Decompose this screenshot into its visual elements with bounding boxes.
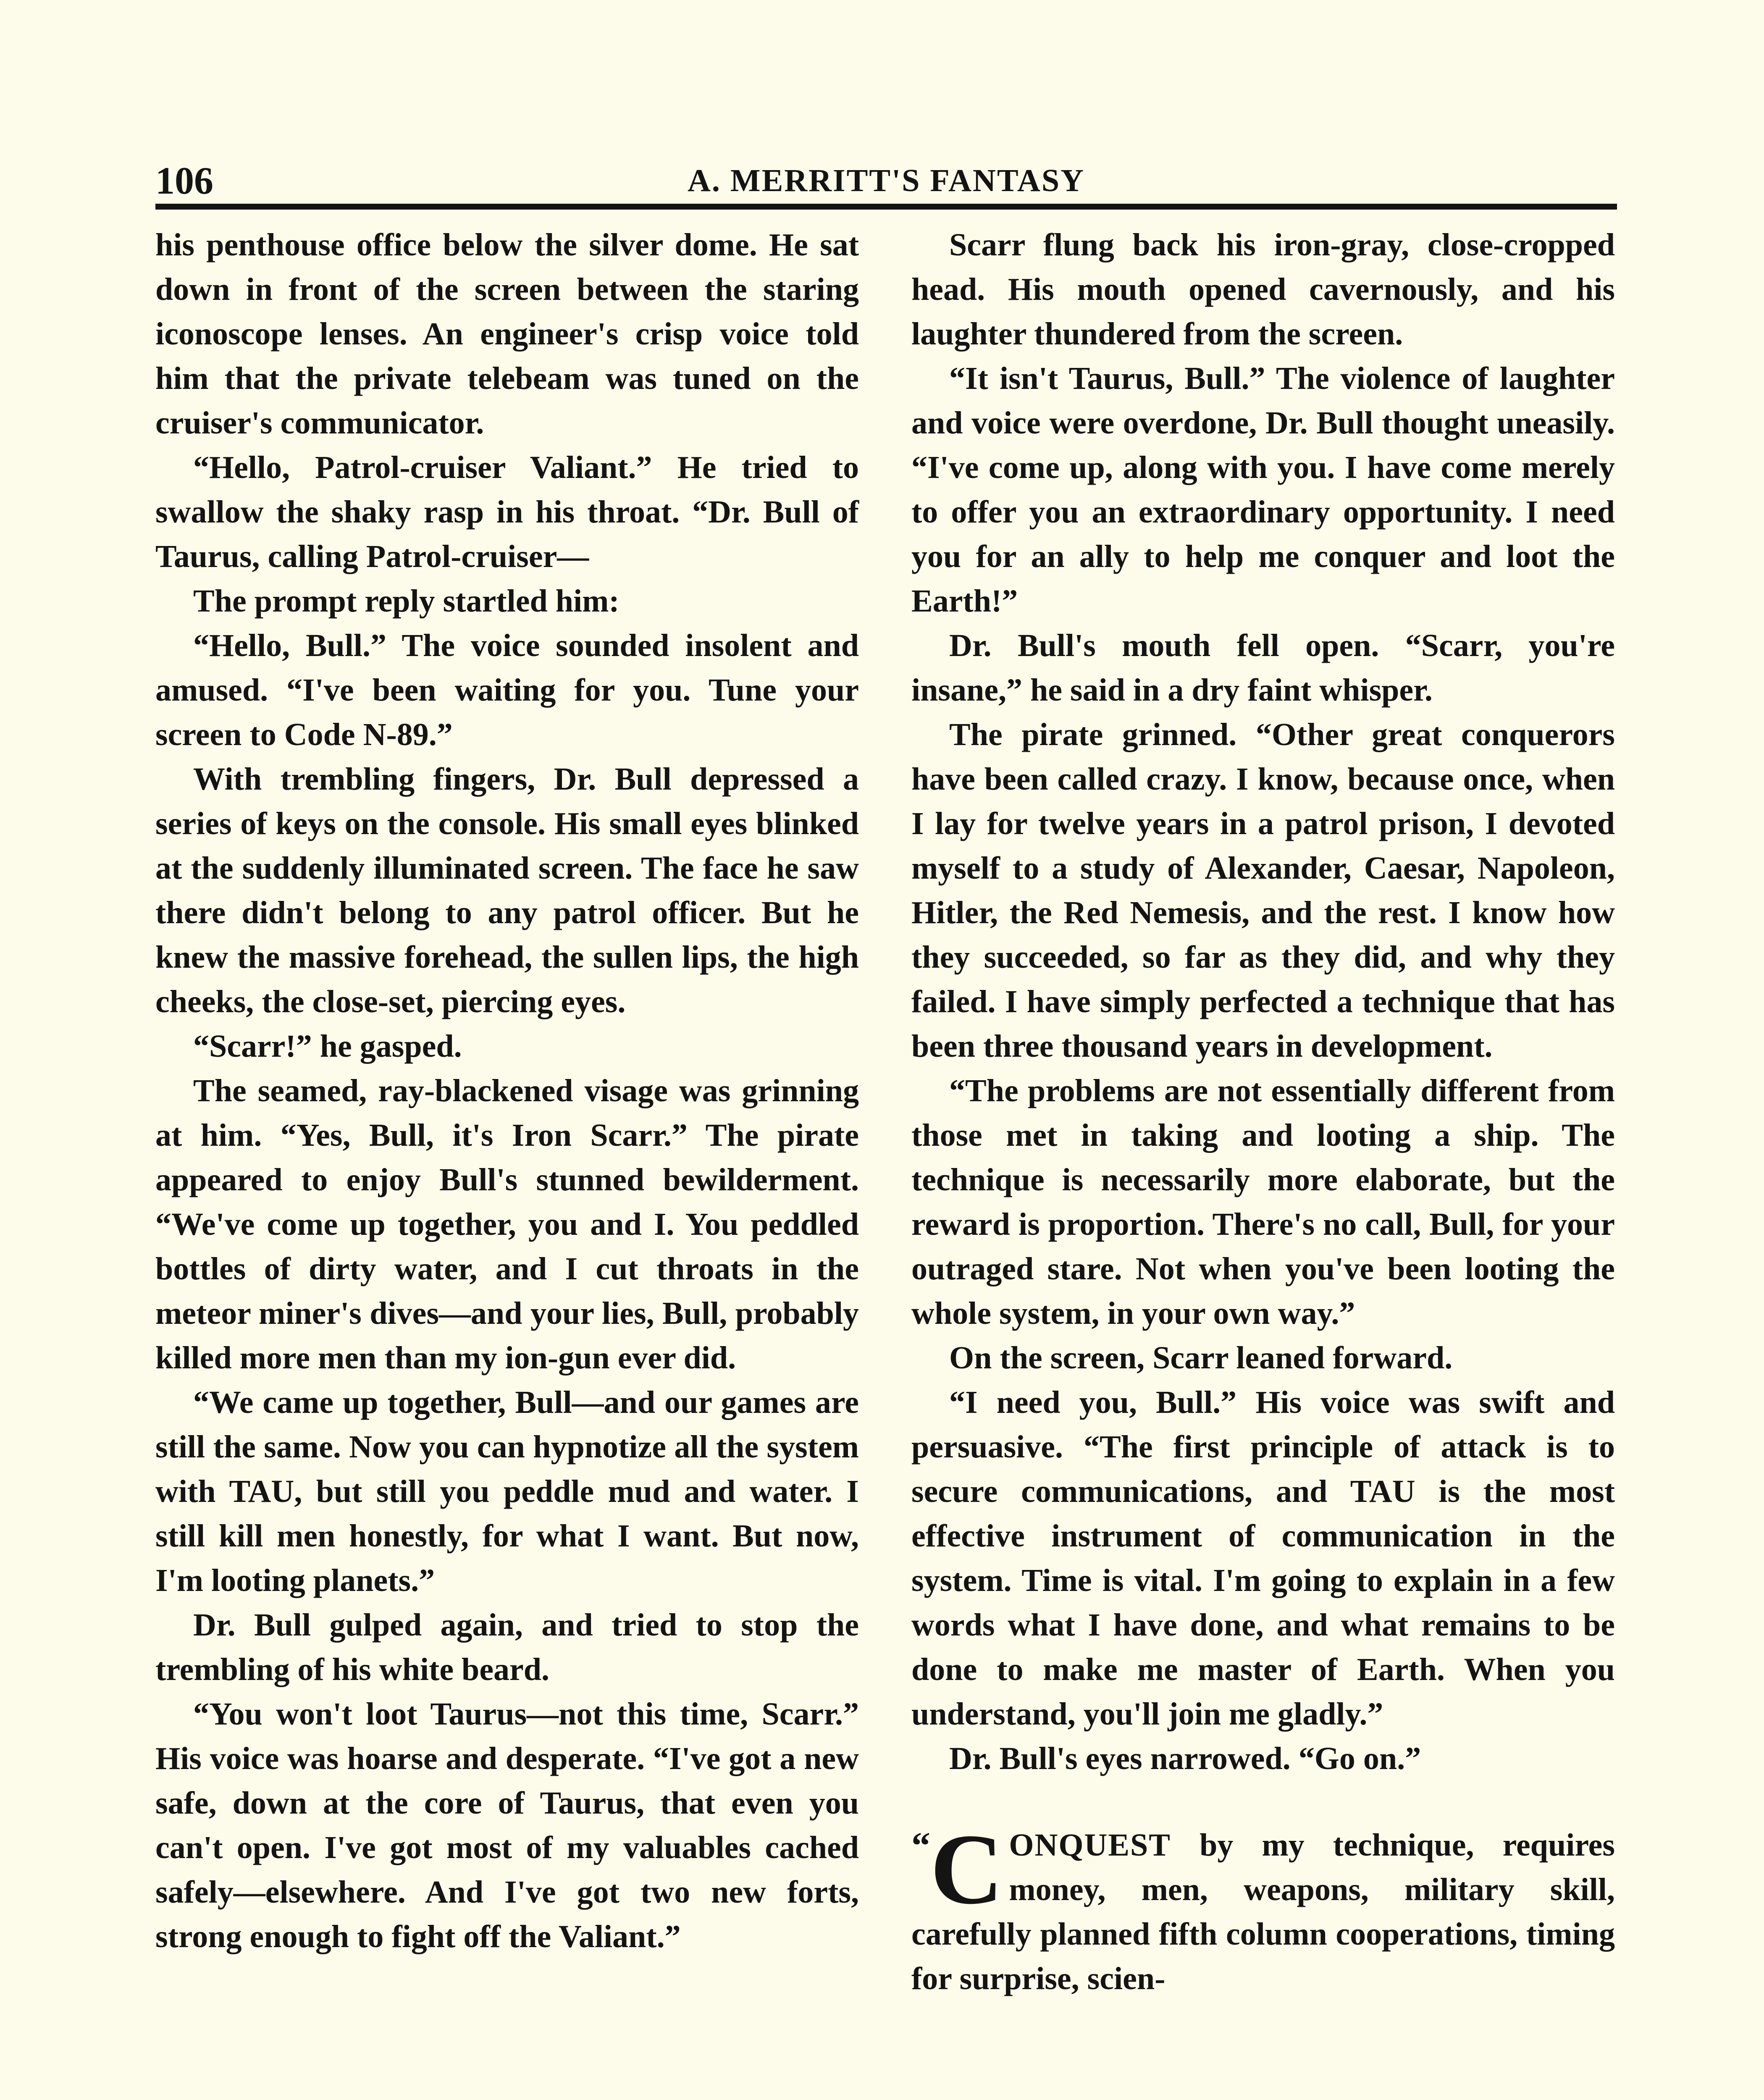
paragraph: The prompt reply startled him: xyxy=(193,583,620,619)
paragraph: With trembling fingers, Dr. Bull depressed a series of keys on the console. His small eyes blinked at the suddenly illuminated screen. The face he saw there didn't belong to any patrol officer. But he knew the massive forehead, the sullen lips, the high cheeks, the close-set, piercing eyes. xyxy=(155,761,859,1019)
paragraph: “Hello, Bull.” The voice sounded insolent and amused. “I've been waiting for you. Tune your screen to Code N-89.” xyxy=(155,628,859,752)
drop-cap-quote: “ xyxy=(911,1825,930,1866)
paragraph: “It isn't Taurus, Bull.” The violence of laughter and voice were overdone, Dr. Bull thought uneasily. “I've come up, along with you. I have come merely to offer you an extraordinary opportunity. I need you for an ally to help me conquer and loot the Earth!” xyxy=(911,361,1615,619)
paragraph: The seamed, ray-blackened visage was grinning at him. “Yes, Bull, it's Iron Scarr.” The pirate appeared to enjoy Bull's stunned bewilderment. “We've come up together, you and I. You peddled bottles of dirty water, and I cut throats in the meteor miner's dives—and your lies, Bull, probably killed more men than my ion-gun ever did. xyxy=(155,1073,859,1376)
paragraph: “You won't loot Taurus—not this time, Scarr.” His voice was hoarse and desperate. “I've got a new safe, down at the core of Taurus, that even you can't open. I've got most of my valuables cached safely—elsewhere. And I've got two new forts, strong enough to fight off the Valiant.” xyxy=(155,1696,859,1954)
lead-caps: ONQUEST xyxy=(1009,1827,1171,1863)
section-opening-text: by my technique, requires money, men, weapons, military skill, carefully planned fifth column cooperations, timing for surprise, scien- xyxy=(911,1827,1615,1996)
page-number: 106 xyxy=(155,159,213,202)
drop-cap-letter: C xyxy=(930,1813,1003,1925)
paragraph: The pirate grinned. “Other great conquerors have been called crazy. I know, because once, when I lay for twelve years in a patrol prison, I devoted myself to a study of Alexander, Caesar, Napoleon, Hitler, the Red Nemesis, and the rest. I know how they succeeded, so far as they did, and why they failed. I have simply perfected a technique that has been three thousand years in development. xyxy=(911,717,1615,1064)
paragraph: Dr. Bull's eyes narrowed. “Go on.” xyxy=(949,1741,1421,1776)
paragraph: Dr. Bull gulped again, and tried to stop the trembling of his white beard. xyxy=(155,1607,859,1687)
paragraph: Dr. Bull's mouth fell open. “Scarr, you're insane,” he said in a dry faint whisper. xyxy=(911,628,1615,708)
left-column xyxy=(155,223,859,1959)
header-rule xyxy=(155,204,1617,210)
drop-cap xyxy=(911,1813,1003,1925)
paragraph: “I need you, Bull.” His voice was swift and persuasive. “The first principle of attack is to secure communications, and TAU is the most effective instrument of communication in the system. Time is vital. I'm going to explain in a few words what I have done, and what remains to be done to make me master of Earth. When you understand, you'll join me gladly.” xyxy=(911,1385,1615,1732)
section-gap xyxy=(911,1781,1615,1823)
paragraph: “We came up together, Bull—and our games are still the same. Now you can hypnotize all the system with TAU, but still you peddle mud and water. I still kill men honestly, for what I want. But now, I'm looting planets.” xyxy=(155,1385,859,1598)
paragraph: “Hello, Patrol-cruiser Valiant.” He tried to swallow the shaky rasp in his throat. “Dr. Bull of Taurus, calling Patrol-cruiser— xyxy=(155,450,859,574)
section-opening-paragraph xyxy=(911,1813,1615,2001)
running-title: A. MERRITT'S FANTASY xyxy=(687,163,1085,198)
paragraph: Scarr flung back his iron-gray, close-cropped head. His mouth opened cavernously, and his laughter thundered from the screen. xyxy=(911,227,1615,352)
right-column xyxy=(911,223,1615,2001)
paragraph: On the screen, Scarr leaned forward. xyxy=(949,1340,1453,1376)
page-header xyxy=(155,158,1617,204)
paragraph: “The problems are not essentially different from those met in taking and looting a ship. The technique is necessarily more elaborate, but the reward is proportion. There's no call, Bull, for your outraged stare. Not when you've been looting the whole system, in your own way.” xyxy=(911,1073,1615,1331)
paragraph: “Scarr!” he gasped. xyxy=(193,1029,462,1064)
paragraph: his penthouse office below the silver dome. He sat down in front of the screen between the staring iconoscope lenses. An engineer's crisp voice told him that the private telebeam was tuned on the cruiser's communicator. xyxy=(155,227,859,441)
